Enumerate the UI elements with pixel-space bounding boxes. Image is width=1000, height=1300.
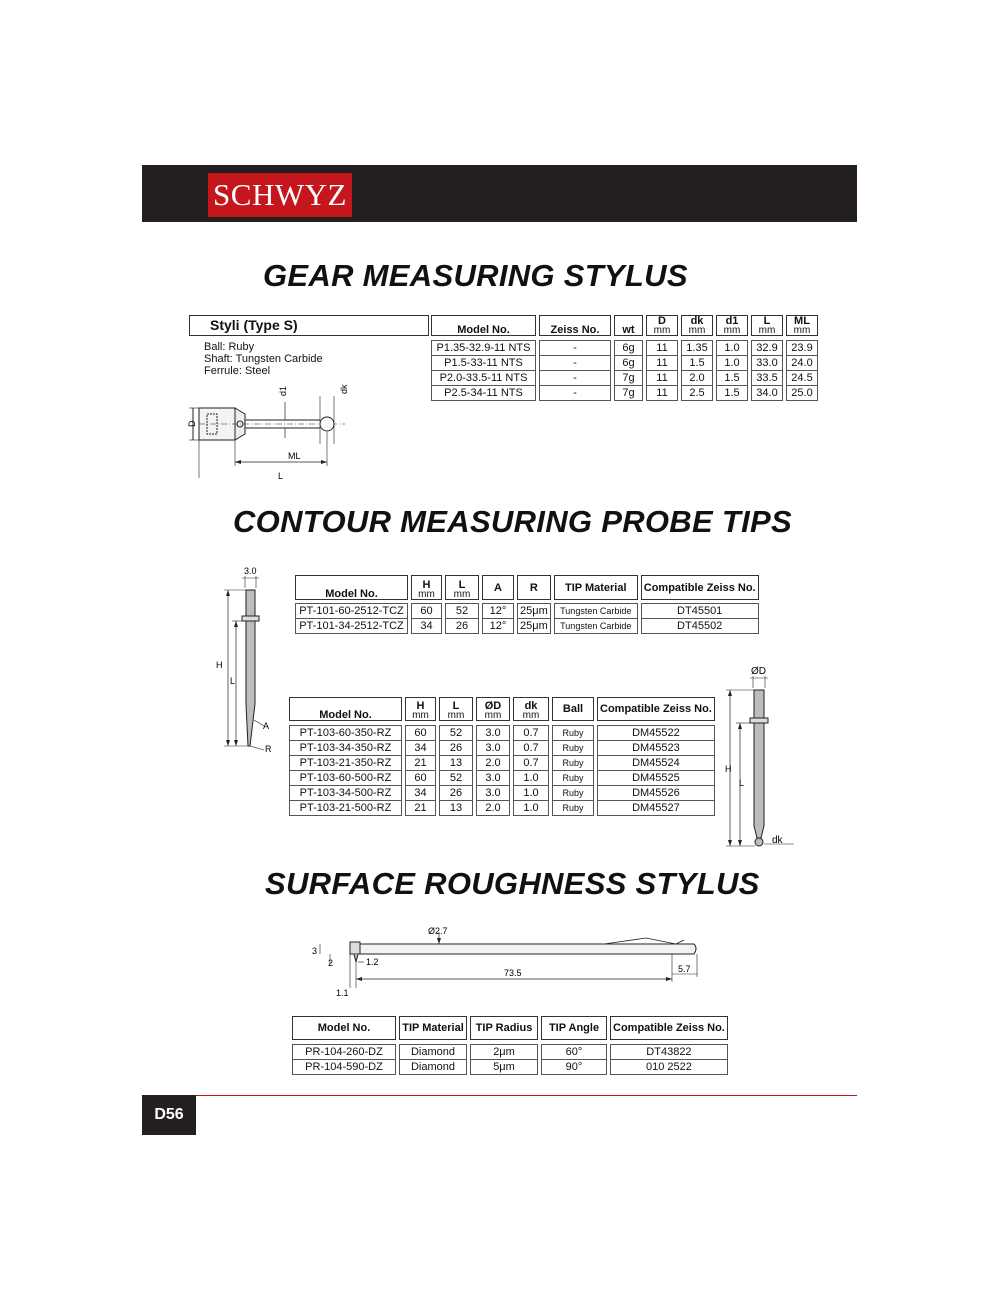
col-D: D mm <box>646 315 678 336</box>
roughness-section-title: SURFACE ROUGHNESS STYLUS <box>265 866 760 901</box>
dim-label-R: R <box>265 744 272 754</box>
dim-label-ML: ML <box>288 451 301 461</box>
col-zeiss: Compatible Zeiss No. <box>641 575 759 600</box>
dim-label-H: H <box>725 764 732 774</box>
dim-label-width: 3.0 <box>244 566 257 576</box>
table-row: PR-104-260-DZ Diamond 2μm 60° DT43822 <box>292 1044 728 1060</box>
col-zeiss: Zeiss No. <box>539 315 611 336</box>
footer-divider <box>195 1095 857 1096</box>
col-dk: dk mm <box>681 315 713 336</box>
material-ferrule: Ferrule: Steel <box>204 365 271 377</box>
dim-label-dia: Ø2.7 <box>428 926 448 936</box>
col-d1: d1 mm <box>716 315 748 336</box>
dim-label-d1: d1 <box>278 385 288 396</box>
gear-spec-table <box>428 315 821 401</box>
col-angle: TIP Angle <box>541 1016 607 1040</box>
col-tip: TIP Material <box>554 575 638 600</box>
dim-label-L: L <box>278 471 284 481</box>
col-wt: wt <box>614 315 643 336</box>
roughness-table <box>289 1016 731 1075</box>
dim-label-one-one: 1.1 <box>336 988 349 998</box>
table-row: PR-104-590-DZ Diamond 5μm 90° 010 2522 <box>292 1060 728 1075</box>
table-row: P1.35-32.9-11 NTS - 6g 11 1.35 1.0 32.9 23.9 <box>431 340 818 356</box>
dim-label-length: 73.5 <box>504 968 522 978</box>
col-A: A <box>482 575 514 600</box>
dim-label-dk: dk <box>772 835 783 846</box>
table-row: PT-103-60-350-RZ 60 52 3.0 0.7 Ruby DM45522 <box>289 725 715 741</box>
table-row: PT-103-21-350-RZ 21 13 2.0 0.7 Ruby DM45524 <box>289 756 715 771</box>
col-radius: TIP Radius <box>470 1016 538 1040</box>
dim-label-L: L <box>739 778 745 788</box>
col-H: H mm <box>411 575 442 600</box>
dim-label-three: 3 <box>312 946 318 956</box>
table-row: PT-103-21-500-RZ 21 13 2.0 1.0 Ruby DM45527 <box>289 801 715 816</box>
material-shaft: Shaft: Tungsten Carbide <box>204 353 323 365</box>
material-ball: Ball: Ruby <box>204 341 255 353</box>
ball-tip-diagram <box>720 662 800 852</box>
gear-stylus-diagram <box>185 382 360 484</box>
roughness-stylus-diagram <box>306 922 706 1002</box>
col-model: Model No. <box>289 697 402 721</box>
col-ball: Ball <box>552 697 594 721</box>
col-dk: dk mm <box>513 697 549 721</box>
table-row: PT-101-34-2512-TCZ 34 26 12° 25μm Tungsten Carbide DT45502 <box>295 619 759 634</box>
table-row: P1.5-33-11 NTS - 6g 11 1.5 1.0 33.0 24.0 <box>431 356 818 371</box>
col-model: Model No. <box>292 1016 396 1040</box>
dim-label-dk: dk <box>339 384 349 394</box>
dim-label-OD: ØD <box>751 666 766 677</box>
col-tip: TIP Material <box>399 1016 467 1040</box>
col-zeiss: Compatible Zeiss No. <box>610 1016 728 1040</box>
table-row: PT-101-60-2512-TCZ 60 52 12° 25μm Tungsten Carbide DT45501 <box>295 603 759 619</box>
dim-label-D: D <box>187 420 197 427</box>
contour-table-2 <box>286 697 718 816</box>
styli-type-label: Styli (Type S) <box>189 315 429 336</box>
col-L: L mm <box>445 575 479 600</box>
col-ML: ML mm <box>786 315 818 336</box>
col-L: L mm <box>751 315 783 336</box>
col-R: R <box>517 575 551 600</box>
col-OD: ØD mm <box>476 697 510 721</box>
col-model: Model No. <box>431 315 536 336</box>
gear-section-title: GEAR MEASURING STYLUS <box>263 258 688 293</box>
col-model: Model No. <box>295 575 408 600</box>
brand-logo: SCHWYZ <box>208 173 352 217</box>
contour-tip-diagram <box>212 564 276 754</box>
contour-table-1 <box>292 575 762 634</box>
dim-label-one-two: 1.2 <box>366 957 379 967</box>
col-zeiss: Compatible Zeiss No. <box>597 697 715 721</box>
dim-label-L: L <box>230 676 236 686</box>
table-row: PT-103-34-500-RZ 34 26 3.0 1.0 Ruby DM45526 <box>289 786 715 801</box>
dim-label-five-seven: 5.7 <box>678 964 691 974</box>
contour-section-title: CONTOUR MEASURING PROBE TIPS <box>233 504 792 539</box>
page-number: D56 <box>142 1095 196 1135</box>
dim-label-H: H <box>216 660 223 670</box>
table-row: PT-103-34-350-RZ 34 26 3.0 0.7 Ruby DM45523 <box>289 741 715 756</box>
col-L: L mm <box>439 697 473 721</box>
dim-label-two: 2 <box>328 958 334 968</box>
table-row: P2.5-34-11 NTS - 7g 11 2.5 1.5 34.0 25.0 <box>431 386 818 401</box>
col-H: H mm <box>405 697 436 721</box>
table-row: P2.0-33.5-11 NTS - 7g 11 2.0 1.5 33.5 24.5 <box>431 371 818 386</box>
table-row: PT-103-60-500-RZ 60 52 3.0 1.0 Ruby DM45525 <box>289 771 715 786</box>
dim-label-A: A <box>263 721 270 731</box>
